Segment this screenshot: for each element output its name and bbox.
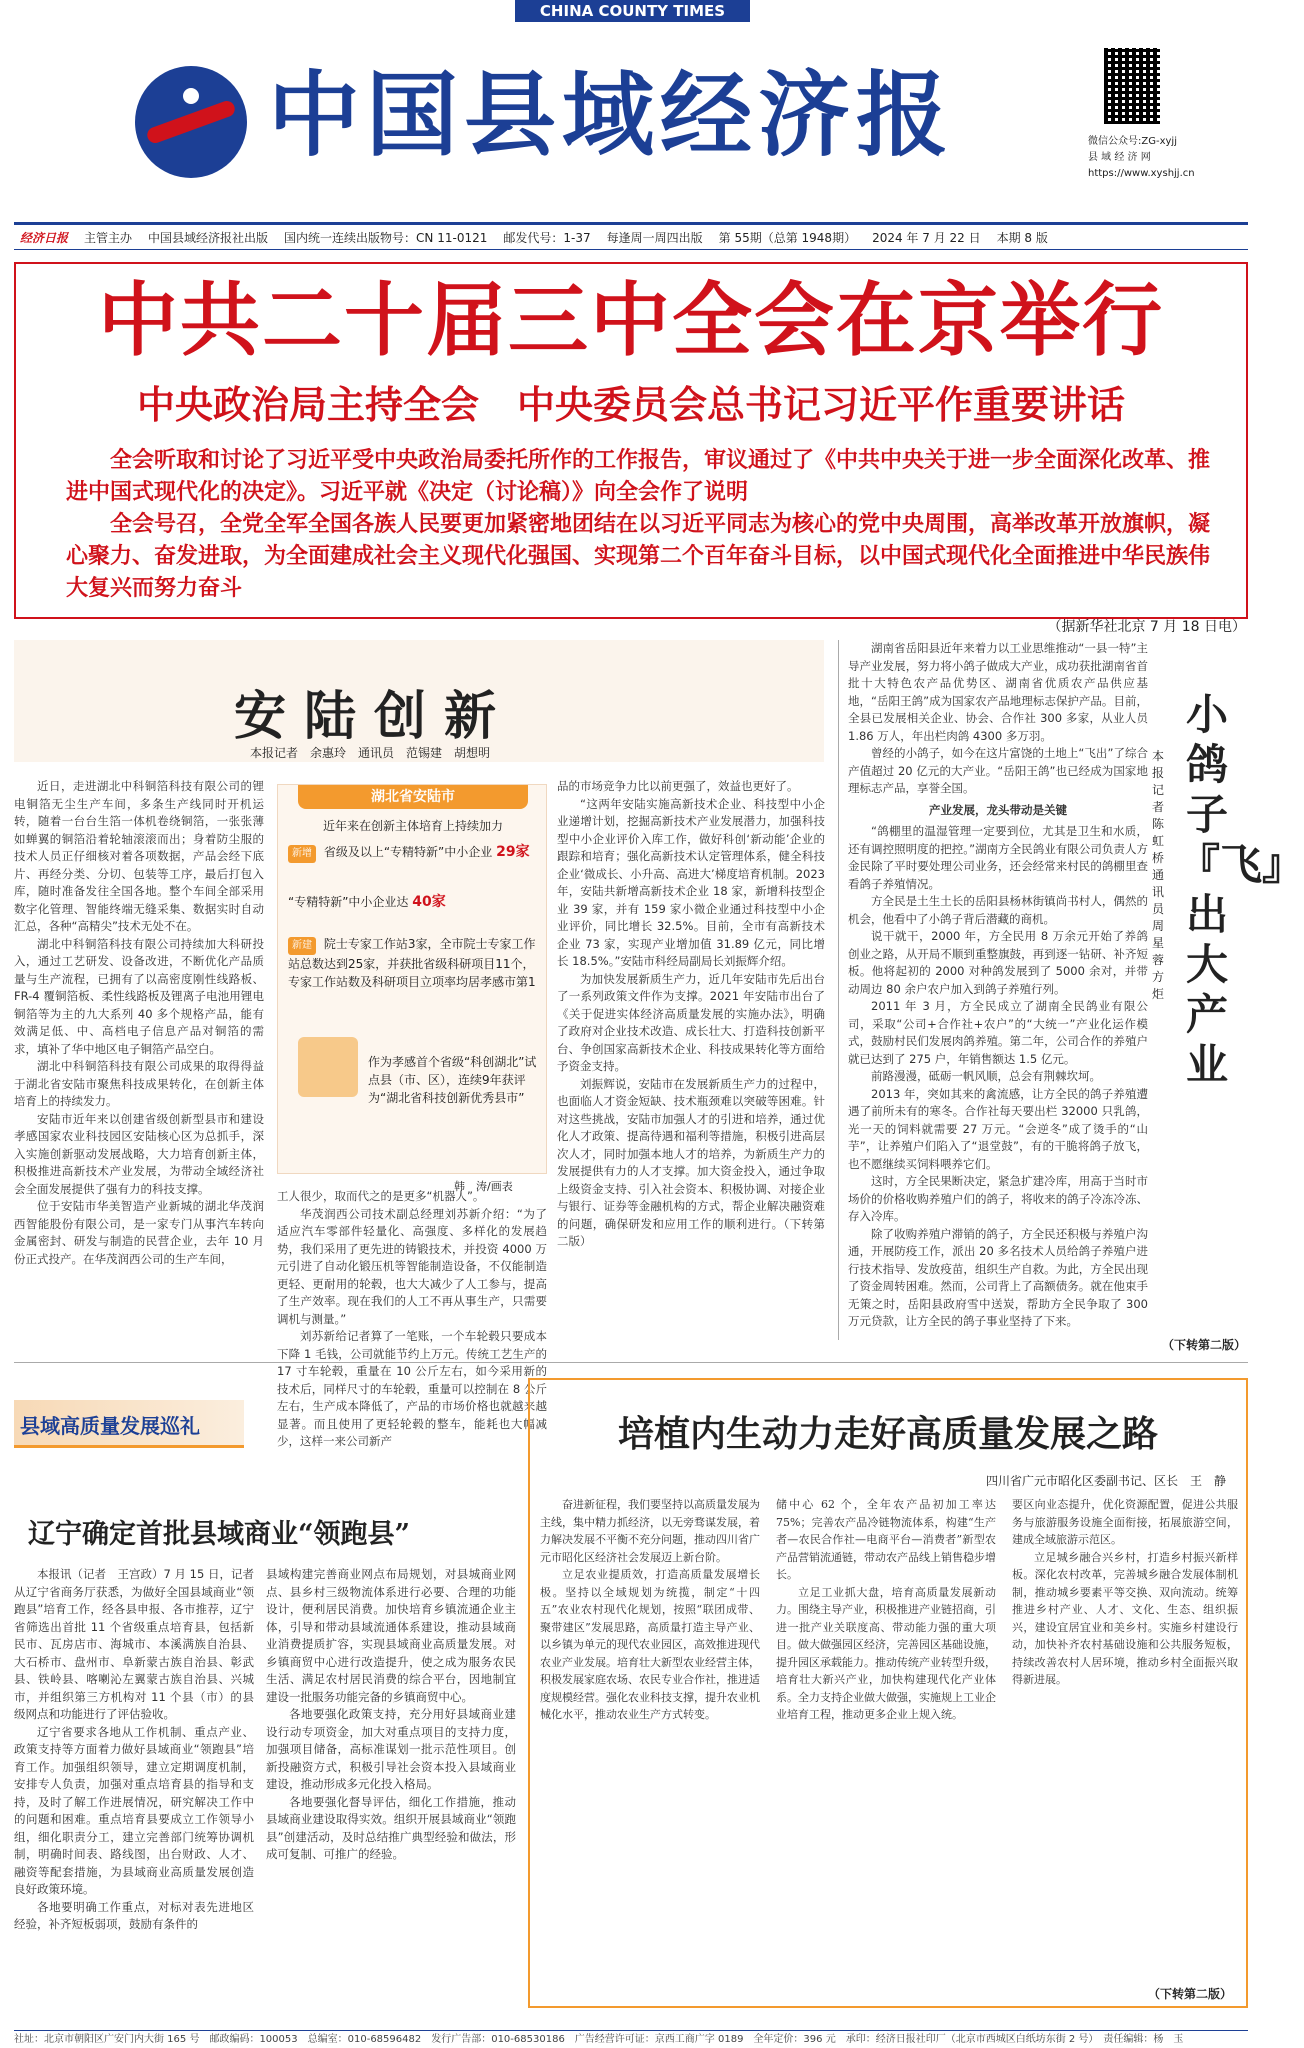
publication-info-bar — [14, 222, 1248, 250]
infocard-text: 作为孝感首个省级“科创湖北”试点县（市、区），连续9年获评为“湖北省科技创新优秀县市” — [368, 1055, 537, 1105]
infocard-item — [288, 935, 540, 991]
info-item: 每逢周一周四出版 — [606, 230, 703, 245]
lead-story-box — [14, 262, 1248, 619]
section-subhead: 产业发展，龙头带动是关键 — [929, 802, 1067, 817]
column-divider — [838, 640, 839, 1340]
infocard-text: 院士专家工作站3家，全市院士专家工作站总数达到25家，并获批省级科研项目11个，专家工作站数及科研项目立项率均居孝感市第1 — [288, 937, 536, 989]
infocard-title: 湖北省安陆市 — [298, 785, 528, 809]
paragraph: 说干就干，2000 年，方全民用 8 万余元开始了养鸽创业之路，从开局不顺到重整旗鼓，再到逐一钻研、补齐短板。他将起初的 2000 对种鸽发展到了 5000 余对，并带动周边 80 余户农户加入到鸽子养殖行列。 — [848, 929, 1148, 996]
paragraph: 辽宁省要求各地从工作机制、重点产业、政策支持等方面着力做好县域商业“领跑县”培育工作。加强组织领导，建立定期调度机制，安排专人负责，加强对重点培育县的指导和支持，及时了解工作进展情况，研究解决工作中的问题和困难。重点培育县要成立工作领导小组，细化职责分工，建立完善部门统筹协调机制，明确时间表、路线图，出台财政、人才、融资等配套措施，为县域商业高质量发展创造良好政策环境。 — [14, 1724, 254, 1896]
info-item: 本期 8 版 — [996, 230, 1048, 245]
article-column — [1012, 1496, 1238, 1986]
feature-title[interactable]: 安陆创新 — [234, 686, 515, 747]
lead-headline[interactable]: 中共二十届三中全会在京举行 — [98, 273, 1164, 367]
article-title[interactable]: 辽宁确定首批县域商业“领跑县” — [28, 1519, 411, 1550]
feature-header — [14, 640, 824, 762]
masthead-top-band: CHINA COUNTY TIMES — [515, 0, 750, 22]
qr-caption-line: 县 域 经 济 网 — [1088, 152, 1151, 163]
paragraph: 品的市场竞争力比以前更强了，效益也更好了。 — [557, 779, 799, 793]
page-footer: 社址：北京市朝阳区广安门内大街 165 号 邮政编码：100053 总编室：010-68596482 发行广告部：010-68530186 广告经营许可证：京西工商广字 0189 全年定价：396 元 承印：经济日报社印厂（北京市西城区白纸坊东街 2 号） 责任编辑：杨 玉 — [14, 2030, 1248, 2048]
lead-summary — [66, 444, 1216, 604]
paragraph: 前路漫漫，砥砺一帆风顺，总会有荆棘坎坷。 — [871, 1069, 1101, 1083]
lead-source: （据新华社北京 7 月 18 日电） — [1047, 619, 1246, 635]
paragraph: 近日，走进湖北中科铜箔科技有限公司的锂电铜箔无尘生产车间，多条生产线同时开机运转，随着一台台生箔一体机卷绕铜箔，一张张薄如蝉翼的铜箔沿着轮轴滚滚而出；身着防尘服的技术人员正仔细核对着各项数据，产品会经下底片、再经分类、分切、包装等工序，最后打包入库，随时准备发往全国各地。整个车间全部采用数字化管理、智能终端无缝采集、数据实时自动汇总，各种“高精尖”技术无处不在。 — [14, 779, 264, 933]
paragraph: 本报讯（记者 王宫政）7 月 15 日，记者从辽宁省商务厅获悉，为做好全国县域商业“领跑县”培育工作，经各县申报、各市推荐，辽宁省筛选出首批 11 个省级重点培育县，包括新民市、瓦房店市、海城市、本溪满族自治县、大石桥市、盘州市、阜新蒙古族自治县、彰武县、铁岭县、喀喇沁左翼蒙古族自治县、兴城市，并组织第三方机构对 11 个县（市）的县级网点和功能进行了评估验收。 — [14, 1567, 254, 1721]
article-column — [848, 640, 1148, 1330]
qr-caption-line: https://www.xyshjj.cn — [1088, 168, 1195, 179]
continued-note: （下转第二版） — [1161, 1338, 1246, 1352]
infocard-number: 29家 — [496, 844, 530, 860]
article-column — [14, 1566, 254, 2022]
paragraph: 2011 年 3 月，方全民成立了湖南全民鸽业有限公司，采取“公司+合作社+农户”的“大统一”产业化运作模式，鼓励村民们发展肉鸽养殖。第二年，公司合作的养殖户就已达到了 275 户，年销售额达 1.5 亿元。 — [848, 999, 1148, 1066]
info-item: 主管主办 — [84, 230, 133, 245]
feature-byline: 本报记者 余惠玲 通讯员 范锡建 胡想明 — [250, 746, 491, 760]
infocard-item — [368, 1053, 540, 1107]
paragraph: 安陆市近年来以创建省级创新型县市和建设孝感国家农业科技园区安陆核心区为总抓手，深入实施创新驱动发展战略，大力培育创新主体，积极推进高新技术产业发展，为带动全域经济社会全面发展提供了强有力的科技支撑。 — [14, 1111, 264, 1196]
paragraph: “鸽棚里的温湿管理一定要到位，尤其是卫生和水质，还有调控照明度的把控。”湖南方全民鸽业有限公司负责人方金民除了平时要处理公司业务，还会经常来村民的鸽棚里查看鸽子养殖情况。 — [848, 824, 1148, 891]
paragraph: 位于安陆市华美智造产业新城的湖北华茂润西智能股份有限公司，是一家专门从事汽车转向金属密封、研发与制造的民营企业，去年 10 月份正式投产。在华茂润西公司的生产车间， — [14, 1199, 264, 1266]
infographic-card — [277, 784, 547, 1174]
lead-paragraph: 全会听取和讨论了习近平受中央政治局委托所作的工作报告，审议通过了《中共中央关于进一步全面深化改革、推进中国式现代化的决定》。习近平就《决定（讨论稿）》向全会作了说明 — [66, 447, 1211, 505]
info-item: 中国县域经济报社出版 — [148, 230, 269, 245]
paragraph: 立足城乡融合兴乡村，打造乡村振兴新样板。深化农村改革，完善城乡融合发展体制机制，推动城乡要素平等交换、双向流动。统筹推进乡村产业、人才、文化、生态、组织振兴，建设宜居宜业和美乡村。实施乡村建设行动，加快补齐农村基础设施和公共服务短板，持续改善农村人居环境，推动乡村全面振兴取得新进展。 — [1012, 1550, 1238, 1686]
paragraph: 湖北中科铜箔科技有限公司持续加大科研投入，通过工艺研发、设备改进，不断优化产品质量与生产流程，已拥有了以高密度刚性线路板、FR-4 覆铜箔板、柔性线路板及锂离子电池用锂电铜箔等为主的九大系列 40 多个规格产品，能有效满足低、中、高档电子信息产品对铜箔的需求，填补了华中地区电子铜箔产品空白。 — [14, 936, 264, 1056]
paragraph: 方全民是土生土长的岳阳县杨林街镇尚书村人，偶然的机会，他看中了小鸽子背后潜藏的商机。 — [848, 894, 1148, 926]
infocard-item — [288, 843, 540, 863]
paragraph: 为加快发展新质生产力，近几年安陆市先后出台了一系列政策文件作为支撑。2021 年安陆市出台了《关于促进实体经济高质量发展的实施办法》，明确了政府对企业技术改造、成长壮大、打造科技创新平台、争创国家高新技术企业、科技成果转化等方面给予资金支持。 — [557, 971, 825, 1073]
banner-text: 县域高质量发展巡礼 — [20, 1414, 200, 1438]
paragraph: 奋进新征程，我们要坚持以高质量发展为主线，集中精力抓经济，以无旁骛谋发展，着力解决发展不平衡不充分问题，推动四川省广元市昭化区经济社会发展迈上新台阶。 — [540, 1498, 760, 1564]
infocard-item — [288, 893, 540, 911]
qr-caption — [1088, 134, 1218, 182]
paragraph: “这两年安陆实施高新技术企业、科技型中小企业递增计划，挖掘高新技术产业发展潜力，加强科技型中小企业评价入库工作，做好科创‘新动能’企业的跟踪和培育；强化高新技术认定管理体系，健全科技企业‘微成长、小升高、高进大’梯度培育机制。2023 年，安陆共新增高新技术企业 18 家，新增科技型企业 39 家，并有 159 家小微企业通过科技型中小企业评价，同比增长 32.5%。目前，全市有高新技术企业 73 家，实现产业增加值 31.89 亿元，同比增长 18.5%。”安陆市科经局副局长刘振辉介绍。 — [557, 796, 825, 968]
feature-byline: 本报记者 陈虹桥 通讯员 周星蓉 方炬 — [1151, 749, 1177, 1001]
paragraph: 立足农业提质效，打造高质量发展增长极。坚持以全域规划为统揽，制定“十四五”农业农村现代化规划，按照“联团成带、聚带建区”发展思路，高质量打造主导产业、以乡镇为单元的现代农业园区，高效推进现代农业产业发展。培育壮大新型农业经营主体，积极发展家庭农场、农民专业合作社，推进适度规模经营。强化农业科技支撑，提升农业机械化水平，推动农业生产方式转变。 — [540, 1568, 760, 1721]
paragraph: 储中心 62 个，全年农产品初加工率达 75%；完善农产品冷链物流体系，构建“生产者—农民合作社—电商平台—消费者”新型农产品营销流通链，带动农产品线上销售稳步增长。 — [776, 1498, 996, 1581]
section-divider — [14, 1362, 1248, 1363]
infocard-tag: 新建 — [288, 937, 316, 955]
computer-illustration-icon — [298, 1037, 358, 1097]
article-column — [540, 1496, 760, 1996]
article-column — [14, 778, 264, 1338]
infocard-tag: 新增 — [288, 845, 316, 863]
paragraph: 立足工业抓大盘，培育高质量发展新动力。围绕主导产业，积极推进产业链招商，引进一批产业关联度高、带动能力强的重大项目。做大做强园区经济，完善园区基础设施，提升园区承载能力。推动传统产业转型升级，培育壮大新兴产业，加快构建现代化产业体系。全力支持企业做大做强，实施规上工业企业培育工程，推动更多企业上规入统。 — [776, 1585, 996, 1721]
info-item: 邮发代号：1-37 — [503, 230, 591, 245]
article-column — [277, 1188, 547, 1448]
sponsor-logo: 经济日报 — [20, 230, 69, 245]
paragraph: 这时，方全民果断决定，紧急扩建冷库，用高于当时市场价的价格收购养殖户们的鸽子，将收来的鸽子冷冻冷冻、存入冷库。 — [848, 1174, 1148, 1223]
lead-paragraph: 全会号召，全党全军全国各族人民要更加紧密地团结在以习近平同志为核心的党中央周围，高举改革开放旗帜，凝心聚力、奋发进取，为全面建成社会主义现代化强国、实现第二个百年奋斗目标，以中国式现代化全面推进中华民族伟大复兴而努力奋斗 — [66, 511, 1211, 601]
paragraph: 湖南省岳阳县近年来着力以工业思维推动“一县一特”主导产业发展，努力将小鸽子做成大产业，成功获批湖南省首批十大特色农产品优势区、湖南省优质农产品供应基地，“岳阳王鸽”成为国家农产品地理标志保护产品。目前，全县已发展相关企业、协会、合作社 300 多家，从业人员 1.86 万人，年出栏肉鸽 4300 多万羽。 — [848, 641, 1148, 743]
newspaper-logo-icon — [135, 66, 247, 178]
paragraph: 各地要明确工作重点，对标对表先进地区经验，补齐短板弱项，鼓励有条件的 — [14, 1899, 254, 1931]
paragraph: 刘苏新给记者算了一笔账，一个车轮毂只要成本下降 1 毛钱，公司就能节约上万元。传统工艺生产的 17 寸车轮毂，重量在 10 公斤左右，如今采用新的技术后，同样尺寸的车轮毂，重量可以控制在 8 公斤左右，生产成本降低了，产品的市场价格也就越来越显著。而且使用了更轻轮毂的整车，能耗也大幅减少，这样一来公司新产 — [277, 1329, 547, 1448]
article-column — [266, 1566, 516, 2022]
infocard-credit: 韩 涛/画表 — [454, 1180, 513, 1193]
lead-subheadline: 中央政治局主持全会 中央委员会总书记习近平作重要讲话 — [136, 383, 1125, 427]
paragraph: 曾经的小鸽子，如今在这片富饶的土地上“飞出”了综合产值超过 20 亿元的大产业。“岳阳王鸽”也已经成为国家地理标志产品，享誉全国。 — [848, 746, 1148, 795]
paragraph: 要区向业态提升，优化资源配置，促进公共服务与旅游服务设施全面衔接，拓展旅游空间，建成全域旅游示范区。 — [1012, 1498, 1238, 1546]
infocard-subtitle: 近年来在创新主体培育上持续加力 — [322, 819, 503, 833]
article-byline: 四川省广元市昭化区委副书记、区长 王 静 — [985, 1474, 1226, 1488]
paragraph: 工人很少，取而代之的是更多“机器人”。 — [277, 1189, 485, 1203]
qr-caption-line: 微信公众号:ZG-xyjj — [1088, 136, 1177, 147]
paragraph: 各地要强化督导评估，细化工作措施，推动县域商业建设取得实效。组织开展县域商业“领跑县”创建活动，及时总结推广典型经验和做法，形成可复制、可推广的经验。 — [266, 1794, 516, 1861]
info-item: 2024 年 7 月 22 日 — [872, 230, 981, 245]
section-banner — [14, 1400, 244, 1448]
article-column — [776, 1496, 996, 1996]
paragraph: 华茂润西公司技术副总经理刘苏新介绍：“为了适应汽车零部件轻量化、高强度、多样化的发展趋势，我们采用了更先进的铸锻技术，并投资 4000 万元引进了自动化锻压机等智能制造设备，不仅能制造更轻、更耐用的轮毂，也大大减少了人工参与，提高了生产效率。现在我们的人工不再从事生产，只需要调机与测量。” — [277, 1206, 547, 1326]
info-item: 国内统一连续出版物号：CN 11-0121 — [284, 230, 488, 245]
paragraph: 县域构建完善商业网点布局规划，对县城商业网点、县乡村三级物流体系进行必要、合理的功能设计，便利居民消费。加快培育乡镇流通企业主体，引导和带动县域流通体系建设，推动县域商业消费提质扩容，实现县域商业高质量发展。对乡镇商贸中心进行改造提升，使之成为服务农民生活、满足农村居民消费的综合平台，因地制宜建设一批服务功能完备的乡镇商贸中心。 — [266, 1567, 516, 1704]
paragraph: 湖北中科铜箔科技有限公司成果的取得得益于湖北省安陆市聚焦科技成果转化，在创新主体培育上的持续发力。 — [14, 1059, 264, 1108]
infocard-text: 省级及以上“专精特新”中小企业 — [323, 845, 493, 859]
paragraph: 各地要强化政策支持，充分用好县域商业建设行动专项资金，加大对重点项目的支持力度，加强项目储备，高标准谋划一批示范性项目。创新投融资方式，积极引导社会资本投入县域商业建设，推动形成多元化投入格局。 — [266, 1707, 516, 1791]
continued-note: （下转第二版） — [1147, 1987, 1232, 2001]
infocard-text: “专精特新”中小企业达 — [288, 895, 409, 909]
paragraph: 2013 年，突如其来的禽流感，让方全民的鸽子养殖遭遇了前所未有的寒冬。合作社每天要出栏 32000 只乳鸽，光一天的饲料就需要 27 万元。“会逆冬”成了烫手的“山芋”，让养殖户们陷入了“退堂鼓”，有的干脆将鸽子放飞，也不愿继续买饲料喂养它们。 — [848, 1086, 1148, 1171]
paragraph: 除了收购养殖户滞销的鸽子，方全民还积极与养殖户沟通，开展防疫工作，派出 20 多名技术人员给鸽子养殖户进行技术指导、发放疫苗，组织生产自救。为此，方全民出现了资金周转困难。然而，公司背上了高额债务。就在他束手无策之时，岳阳县政府雪中送炭，帮助方全民争取了 300 万元贷款，让方全民的鸽子事业坚持了下来。 — [848, 1226, 1148, 1328]
paragraph: 刘振辉说，安陆市在发展新质生产力的过程中，也面临人才资金短缺、技术瓶颈难以突破等困难。针对这些挑战，安陆市加强人才的引进和培养，通过优化人才政策、提高待遇和福利等措施，积极引进高层次人才，同时加强本地人才的培养，为新质生产力的发展提供有力的人才支撑。加大资金投入，通过争取上级资金支持、引入社会资本、积极协调、对接企业与银行、证券等金融机构的方式，帮企业解决融资难的问题，确保研发和应用工作的顺利进行。（下转第二版） — [557, 1076, 825, 1248]
article-title[interactable]: 培植内生动力走好高质量发展之路 — [617, 1413, 1158, 1455]
feature-title-vertical[interactable]: 小鸽子『飞』出大产业 — [1178, 690, 1304, 1089]
info-item: 第 55期（总第 1948期） — [718, 230, 857, 245]
qr-code-icon — [1104, 48, 1160, 124]
article-column — [557, 778, 825, 1338]
newspaper-name: 中国县域经济报 — [268, 61, 955, 169]
infocard-number: 40家 — [412, 894, 446, 910]
